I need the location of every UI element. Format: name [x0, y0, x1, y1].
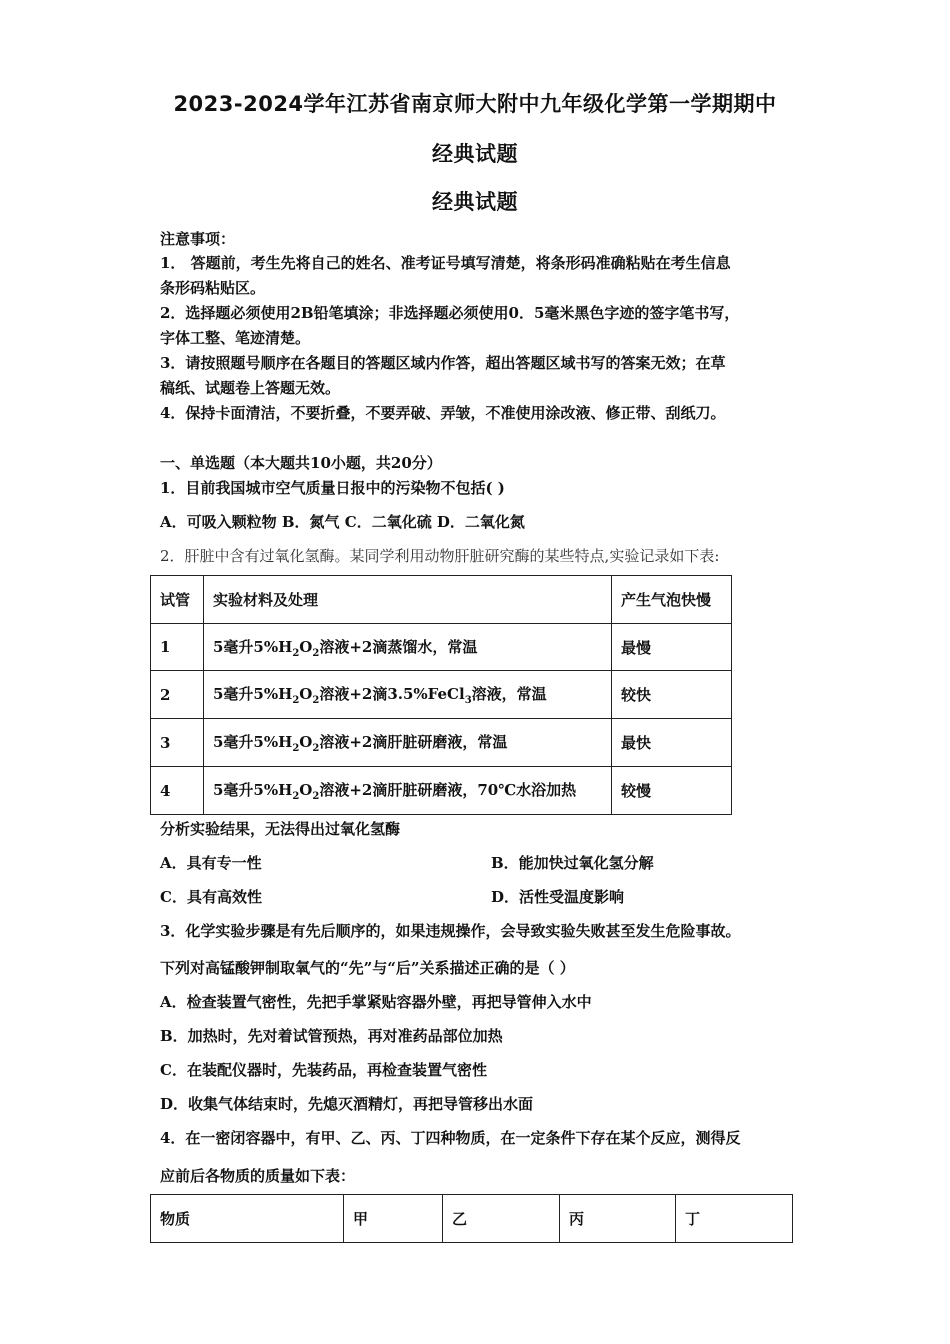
notice-item: 3．请按照题号顺序在各题目的答题区域内作答，超出答题区域书写的答案无效；在草	[160, 354, 726, 372]
table-row	[151, 1195, 793, 1243]
doc-title-line2: 经典试题	[432, 142, 518, 166]
doc-title-line1: 2023-2024学年江苏省南京师大附中九年级化学第一学期期中	[173, 92, 777, 116]
material-cell: 5毫升$5\%H_2O_2$溶液+2滴蒸馏水，常温	[204, 624, 612, 671]
table-header-cell: 丙	[560, 1195, 676, 1243]
q1-options: A．可吸入颗粒物 B．氮气 C．二氧化硫 D．二氧化氮	[160, 513, 525, 531]
q3-option-a: A．检查装置气密性，先把手掌紧贴容器外壁，再把导管伸入水中	[160, 993, 592, 1011]
notice-item: 条形码粘贴区。	[160, 279, 266, 297]
q3-stem-cont: 下列对高锰酸钾制取氧气的“先”与“后”关系描述正确的是（ ）	[160, 959, 575, 977]
q3-stem: 3．化学实验步骤是有先后顺序的，如果违规操作，会导致实验失败甚至发生危险事故。	[160, 922, 741, 940]
q2-option-d: D．活性受温度影响	[491, 888, 625, 906]
tube-cell: 3	[151, 719, 204, 767]
notice-item: 4．保持卡面清洁，不要折叠，不要弄破、弄皱，不准使用涂改液、修正带、刮纸刀。	[160, 404, 726, 422]
table-row	[151, 719, 732, 767]
notice-item: 字体工整、笔迹清楚。	[160, 329, 311, 347]
q2-table	[150, 575, 732, 815]
table-header-cell: 试管	[151, 576, 204, 624]
table-header-cell: 丁	[676, 1195, 793, 1243]
q2-analysis: 分析实验结果，无法得出过氧化氢酶	[160, 820, 401, 838]
q3-option-b: B．加热时，先对着试管预热，再对准药品部位加热	[160, 1027, 503, 1045]
q2-stem: 2．肝脏中含有过氧化氢酶。某同学利用动物肝脏研究酶的某些特点,实验记录如下表:	[160, 547, 720, 565]
material-cell: 5毫升$5\%H_2O_2$溶液+2滴肝脏研磨液，常温	[204, 719, 612, 767]
speed-cell: 最快	[612, 719, 732, 767]
table-header-cell: 产生气泡快慢	[612, 576, 732, 624]
q4-stem-cont: 应前后各物质的质量如下表：	[160, 1167, 356, 1185]
table-header-cell: 物质	[151, 1195, 344, 1243]
q2-option-a: A．具有专一性	[160, 854, 262, 872]
q3-option-d: D．收集气体结束时，先熄灭酒精灯，再把导管移出水面	[160, 1095, 534, 1113]
table-header-cell: 乙	[443, 1195, 560, 1243]
table-header-cell: 甲	[344, 1195, 443, 1243]
speed-cell: 较快	[612, 671, 732, 719]
tube-cell: 2	[151, 671, 204, 719]
q2-option-b: B．能加快过氧化氢分解	[491, 854, 654, 872]
speed-cell: 最慢	[612, 624, 732, 671]
table-row	[151, 624, 732, 671]
notice-item: 2．选择题必须使用2B铅笔填涂；非选择题必须使用0．5毫米黑色字迹的签字笔书写，	[160, 304, 740, 322]
material-cell: 5毫升$5\%H_2O_2$溶液+2滴3.5%FeCl$_3$溶液，常温	[204, 671, 612, 719]
section-heading: 一、单选题（本大题共10小题，共20分）	[160, 454, 442, 472]
material-cell: 5毫升$5\%H_2O_2$溶液+2滴肝脏研磨液，70℃水浴加热	[204, 767, 612, 815]
tube-cell: 1	[151, 624, 204, 671]
notice-item: 1． 答题前，考生先将自己的姓名、准考证号填写清楚，将条形码准确粘贴在考生信息	[160, 254, 731, 272]
doc-title-line3: 经典试题	[432, 190, 518, 214]
q2-option-c: C．具有高效性	[160, 888, 262, 906]
q4-stem: 4．在一密闭容器中，有甲、乙、丙、丁四种物质，在一定条件下存在某个反应，测得反	[160, 1129, 741, 1147]
table-row	[151, 671, 732, 719]
speed-cell: 较慢	[612, 767, 732, 815]
q3-option-c: C．在装配仪器时，先装药品，再检查装置气密性	[160, 1061, 487, 1079]
notice-item: 稿纸、试题卷上答题无效。	[160, 379, 341, 397]
table-header-cell: 实验材料及处理	[204, 576, 612, 624]
q4-table	[150, 1194, 793, 1243]
notice-heading: 注意事项：	[160, 230, 236, 248]
tube-cell: 4	[151, 767, 204, 815]
q1-stem: 1．目前我国城市空气质量日报中的污染物不包括( )	[160, 479, 505, 497]
table-row	[151, 767, 732, 815]
